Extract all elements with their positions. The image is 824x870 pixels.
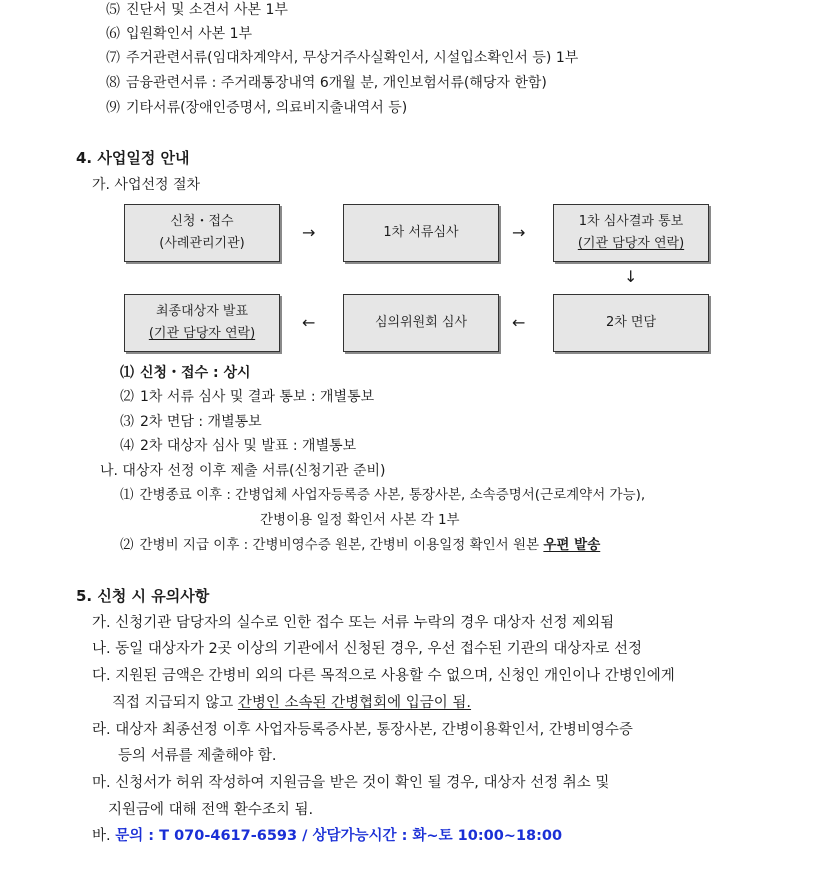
flow-box-apply: 신청・접수 (사례관리기관)	[124, 204, 280, 262]
notice-ba: 바. 문의 : T 070-4617-6593 / 상담가능시간 : 화~토 10:00~18:00	[92, 828, 563, 844]
flow-arrow-right-2: →	[512, 223, 526, 242]
section4-sub-ga: 가. 사업선정 절차	[92, 177, 201, 193]
docs-item-5: ⑸ 진단서 및 소견서 사본 1부	[106, 2, 288, 18]
step-item-1: ⑴ 신청・접수 : 상시	[120, 365, 251, 381]
contact-info: 문의 : T 070-4617-6593 / 상담가능시간 : 화~토 10:00~18:00	[115, 828, 563, 844]
section4-sub-na: 나. 대상자 선정 이후 제출 서류(신청기관 준비)	[100, 463, 386, 479]
docs-item-8: ⑻ 금융관련서류 : 주거래통장내역 6개월 분, 개인보험서류(해당자 한함)	[106, 75, 547, 91]
flow-box-first-result: 1차 심사결과 통보 (기관 담당자 연락)	[553, 204, 709, 262]
mail-emphasis: 우편 발송	[543, 537, 601, 553]
notice-ra-line1: 라. 대상자 최종선정 이후 사업자등록증사본, 통장사본, 간병이용확인서, 간병비영수증	[92, 722, 633, 738]
step-item-3: ⑶ 2차 면담 : 개별통보	[120, 414, 262, 430]
notice-ma-line1: 마. 신청서가 허위 작성하여 지원금을 받은 것이 확인 될 경우, 대상자 선정 취소 및	[92, 775, 610, 791]
notice-ga: 가. 신청기관 담당자의 실수로 인한 접수 또는 서류 누락의 경우 대상자 선정 제외됨	[92, 615, 615, 631]
flow-arrow-left-1: ←	[302, 313, 316, 332]
flow-arrow-down: ↓	[624, 267, 638, 286]
flow-arrow-left-2: ←	[512, 313, 526, 332]
step-item-4: ⑷ 2차 대상자 심사 및 발표 : 개별통보	[120, 438, 357, 454]
docs-item-6: ⑹ 입원확인서 사본 1부	[106, 26, 252, 42]
after-item-2: ⑵ 간병비 지급 이후 : 간병비영수증 원본, 간병비 이용일정 확인서 원본 우편 발송	[120, 537, 601, 553]
notice-da-line1: 다. 지원된 금액은 간병비 외의 다른 목적으로 사용할 수 없으며, 신청인 개인이나 간병인에게	[92, 668, 675, 684]
notice-da-line2: 직접 지급되지 않고 간병인 소속된 간병협회에 입금이 됨.	[112, 695, 472, 711]
section4-title: 4. 사업일정 안내	[76, 149, 190, 167]
step-item-2: ⑵ 1차 서류 심사 및 결과 통보 : 개별통보	[120, 389, 375, 405]
docs-item-7: ⑺ 주거관련서류(임대차계약서, 무상거주사실확인서, 시설입소확인서 등) 1부	[106, 50, 579, 66]
section5-title: 5. 신청 시 유의사항	[76, 587, 210, 605]
notice-na: 나. 동일 대상자가 2곳 이상의 기관에서 신청된 경우, 우선 접수된 기관의 대상자로 선정	[92, 641, 642, 657]
after-item-1-cont: 간병이용 일정 확인서 사본 각 1부	[260, 512, 460, 528]
notice-ra-line2: 등의 서류를 제출해야 함.	[118, 748, 277, 764]
flow-box-document-review: 1차 서류심사	[343, 204, 499, 262]
after-item-1: ⑴ 간병종료 이후 : 간병업체 사업자등록증 사본, 통장사본, 소속증명서(근로계약서 가능),	[120, 487, 646, 503]
flow-box-second-interview: 2차 면담	[553, 294, 709, 352]
docs-item-9: ⑼ 기타서류(장애인증명서, 의료비지출내역서 등)	[106, 100, 408, 116]
flow-arrow-right-1: →	[302, 223, 316, 242]
notice-da-underlined: 간병인 소속된 간병협회에 입금이 됨.	[237, 695, 472, 711]
notice-ma-line2: 지원금에 대해 전액 환수조치 됨.	[108, 802, 314, 818]
flow-box-final-announce: 최종대상자 발표 (기관 담당자 연락)	[124, 294, 280, 352]
flow-box-committee-review: 심의위원회 심사	[343, 294, 499, 352]
